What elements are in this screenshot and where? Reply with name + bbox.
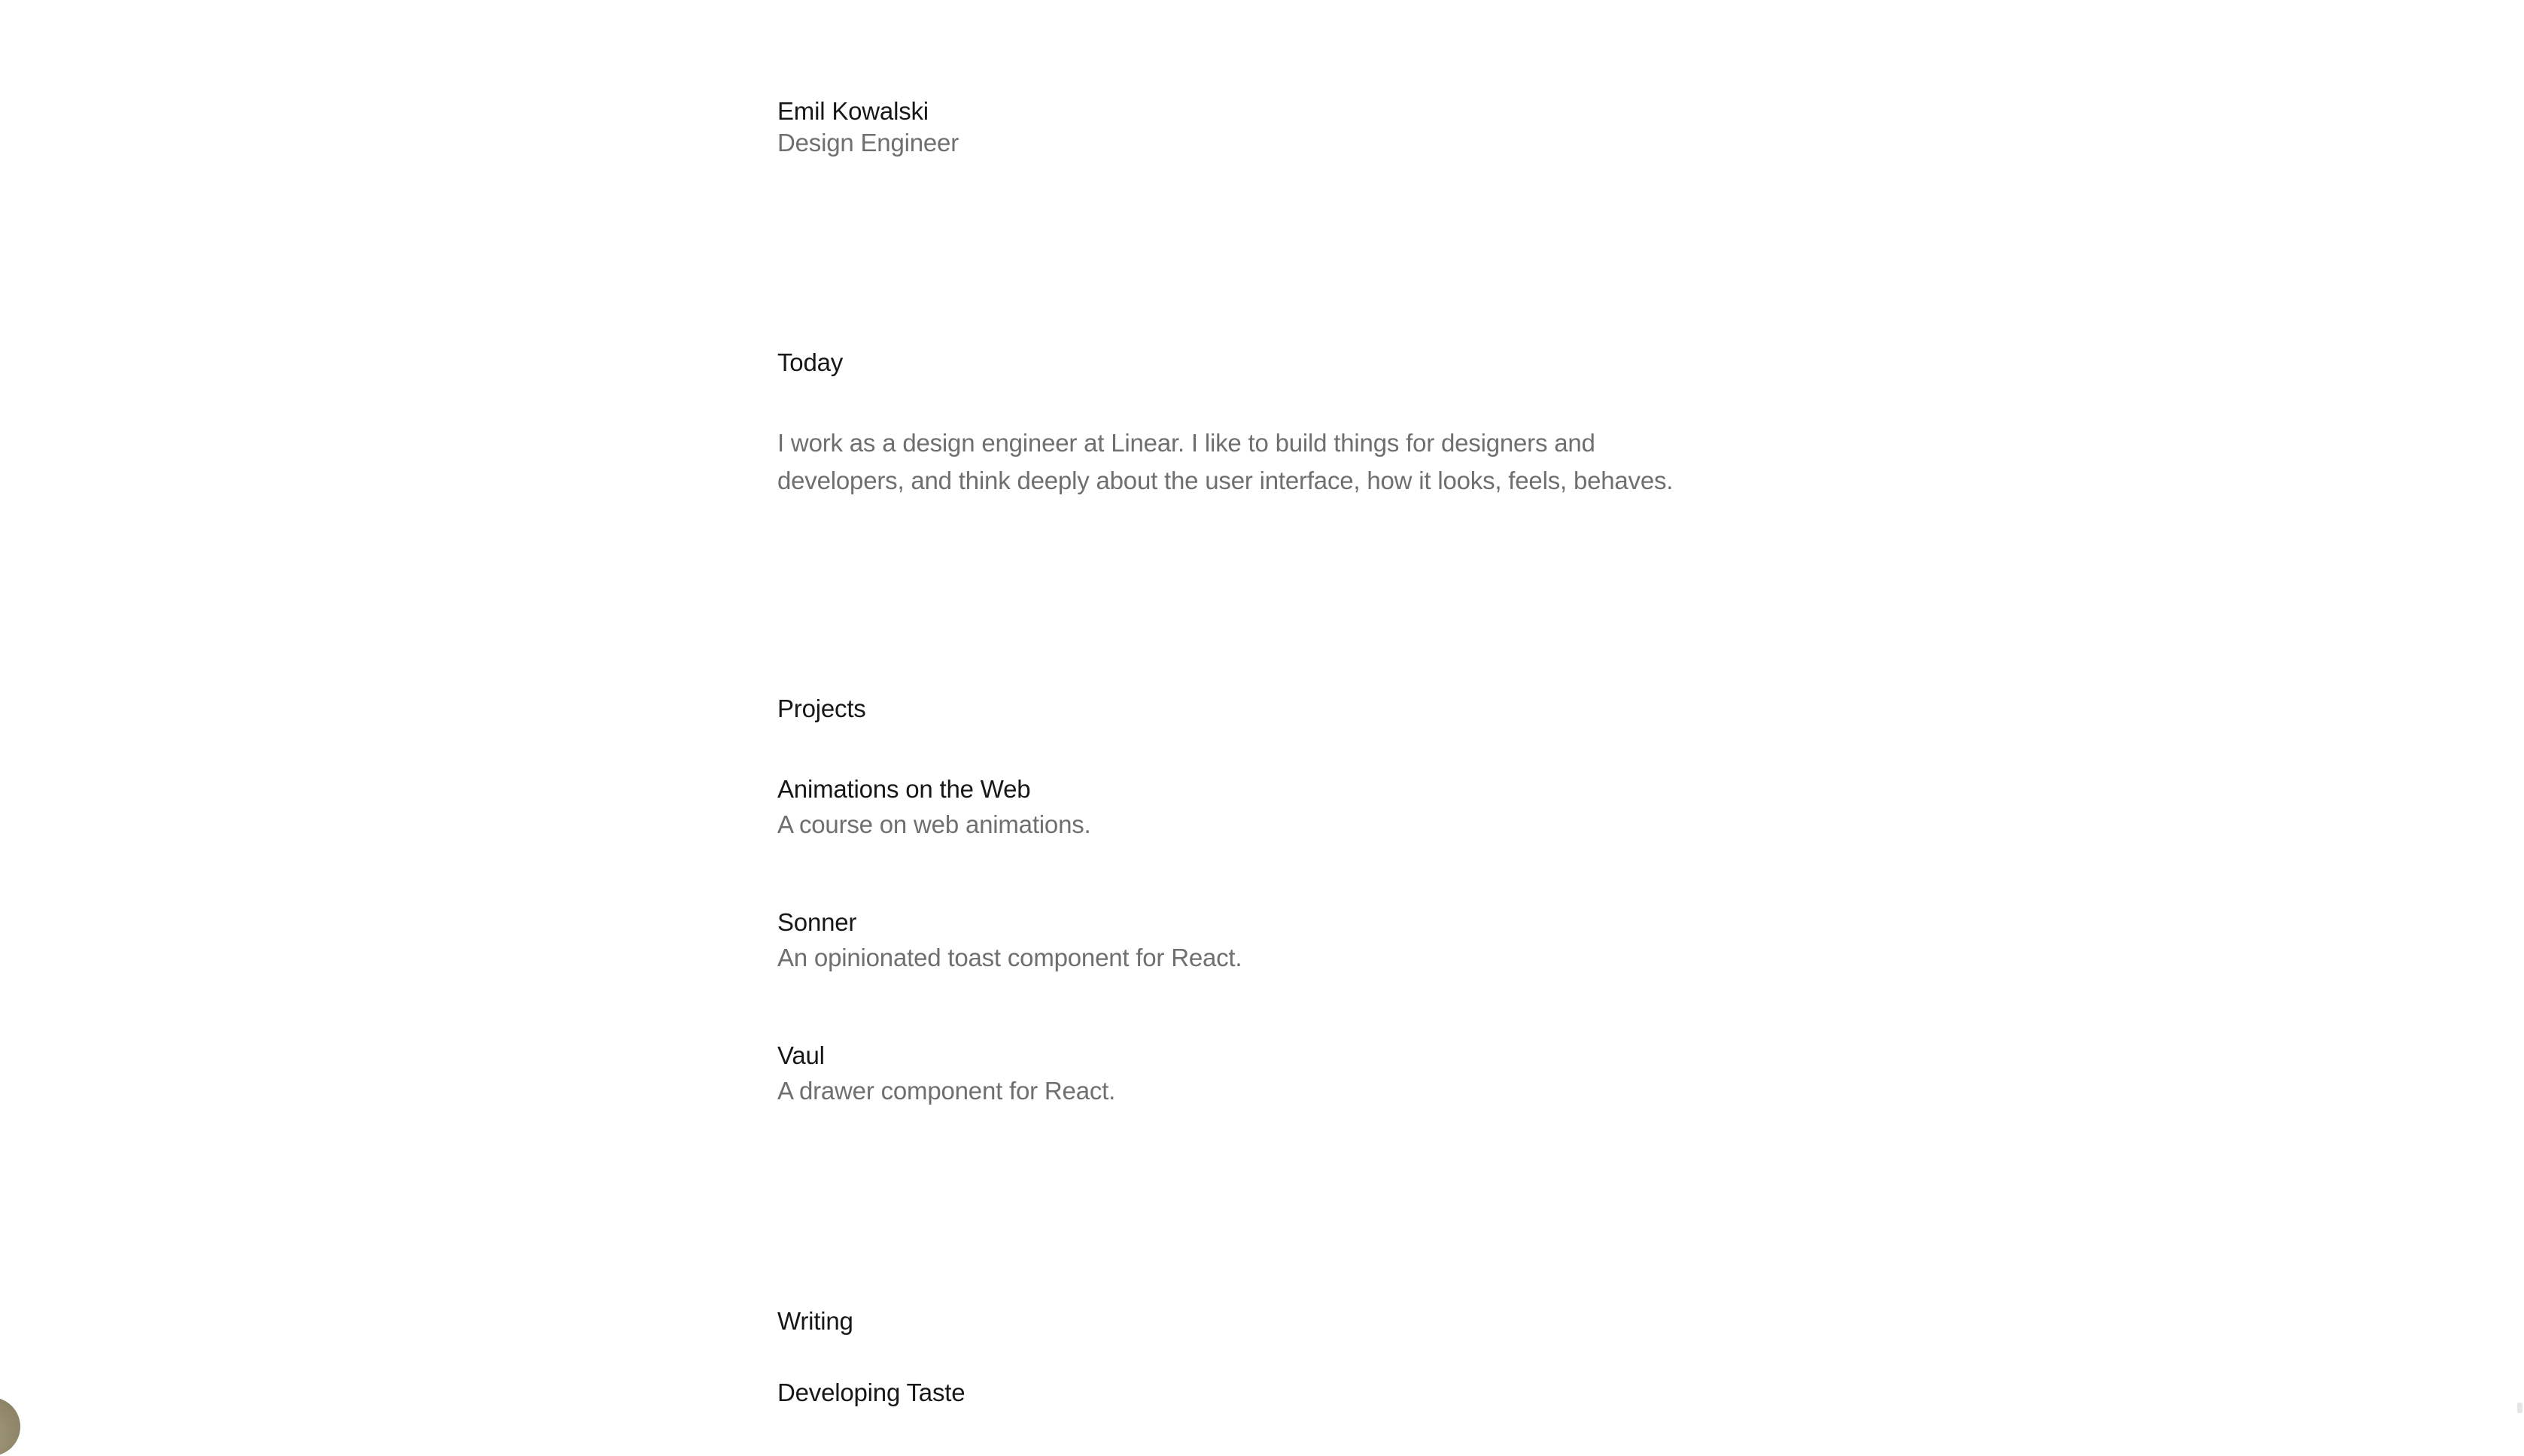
project-link-vaul[interactable] xyxy=(777,1041,1778,1106)
project-link-animations-on-the-web[interactable] xyxy=(777,774,1778,840)
site-owner-role: Design Engineer xyxy=(777,129,959,157)
writing-link-developing-taste[interactable] xyxy=(777,1378,1778,1408)
section-writing xyxy=(777,1306,1778,1408)
writing-post-title: Developing Taste xyxy=(777,1378,966,1406)
today-paragraph-line-1: I work as a design engineer at Linear. I like to build things for designers and xyxy=(777,429,1595,457)
site-owner-name: Emil Kowalski xyxy=(777,97,929,125)
project-description: A course on web animations. xyxy=(777,810,1091,838)
section-today xyxy=(777,348,1778,500)
resize-corner-mark xyxy=(2517,1403,2522,1413)
content-column xyxy=(777,0,1778,1408)
today-paragraph-line-2: developers, and think deeply about the user interface, how it looks, feels, behaves. xyxy=(777,467,1674,494)
today-paragraph xyxy=(777,424,1778,500)
project-link-sonner[interactable] xyxy=(777,907,1778,973)
corner-decoration xyxy=(0,1397,20,1456)
project-title: Sonner xyxy=(777,908,857,936)
project-description: An opinionated toast component for React. xyxy=(777,944,1242,971)
section-projects xyxy=(777,694,1778,1106)
site-header xyxy=(777,96,1778,158)
section-title-projects: Projects xyxy=(777,695,866,722)
project-description: A drawer component for React. xyxy=(777,1077,1116,1105)
project-title: Vaul xyxy=(777,1041,825,1069)
section-title-today: Today xyxy=(777,348,844,376)
section-title-writing: Writing xyxy=(777,1307,853,1335)
project-title: Animations on the Web xyxy=(777,775,1031,803)
